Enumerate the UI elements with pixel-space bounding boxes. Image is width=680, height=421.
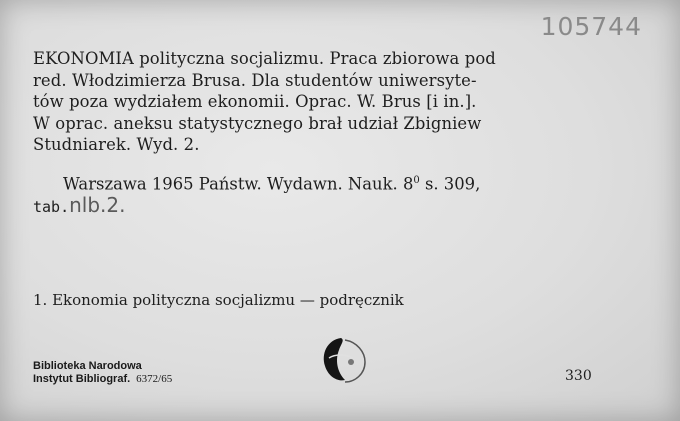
page-number: 330 [565,368,592,384]
description-line: Studniarek. Wyd. 2. [33,135,200,154]
institution-name: Biblioteka Narodowa [33,360,142,372]
subject-heading: 1. Ekonomia polityczna socjalizmu — podręcznik [33,291,404,309]
description-line: EKONOMIA polityczna socjalizmu. Praca zbiorowa pod [33,49,496,68]
institution-stamp [33,360,172,386]
handwritten-tab-note: nlb.2. [69,192,126,217]
format-superscript: 0 [413,175,420,186]
tab-label: tab. [33,197,70,216]
description-line: tów poza wydziałem ekonomii. Oprac. W. Brus [i in.]. [33,92,477,111]
description-line: red. Włodzimierza Brusa. Dla studentów uniwersyte- [33,70,477,90]
publication-info [33,170,618,218]
catalog-code: 6372/65 [136,373,173,385]
institution-dept-name: Instytut Bibliograf. [33,373,131,385]
tab-line [33,192,618,219]
bibliographic-description [33,48,593,156]
publication-pages: s. 309, [419,174,481,194]
institution-dept [33,373,172,386]
description-line: W oprac. aneksu statystycznego brał udział Zbigniew [33,113,482,133]
publication-line [33,170,618,195]
library-seal-icon [315,332,371,388]
publication-text: Warszawa 1965 Państw. Wydawn. Nauk. 8 [63,174,414,194]
handwritten-accession-number: 105744 [540,12,642,41]
